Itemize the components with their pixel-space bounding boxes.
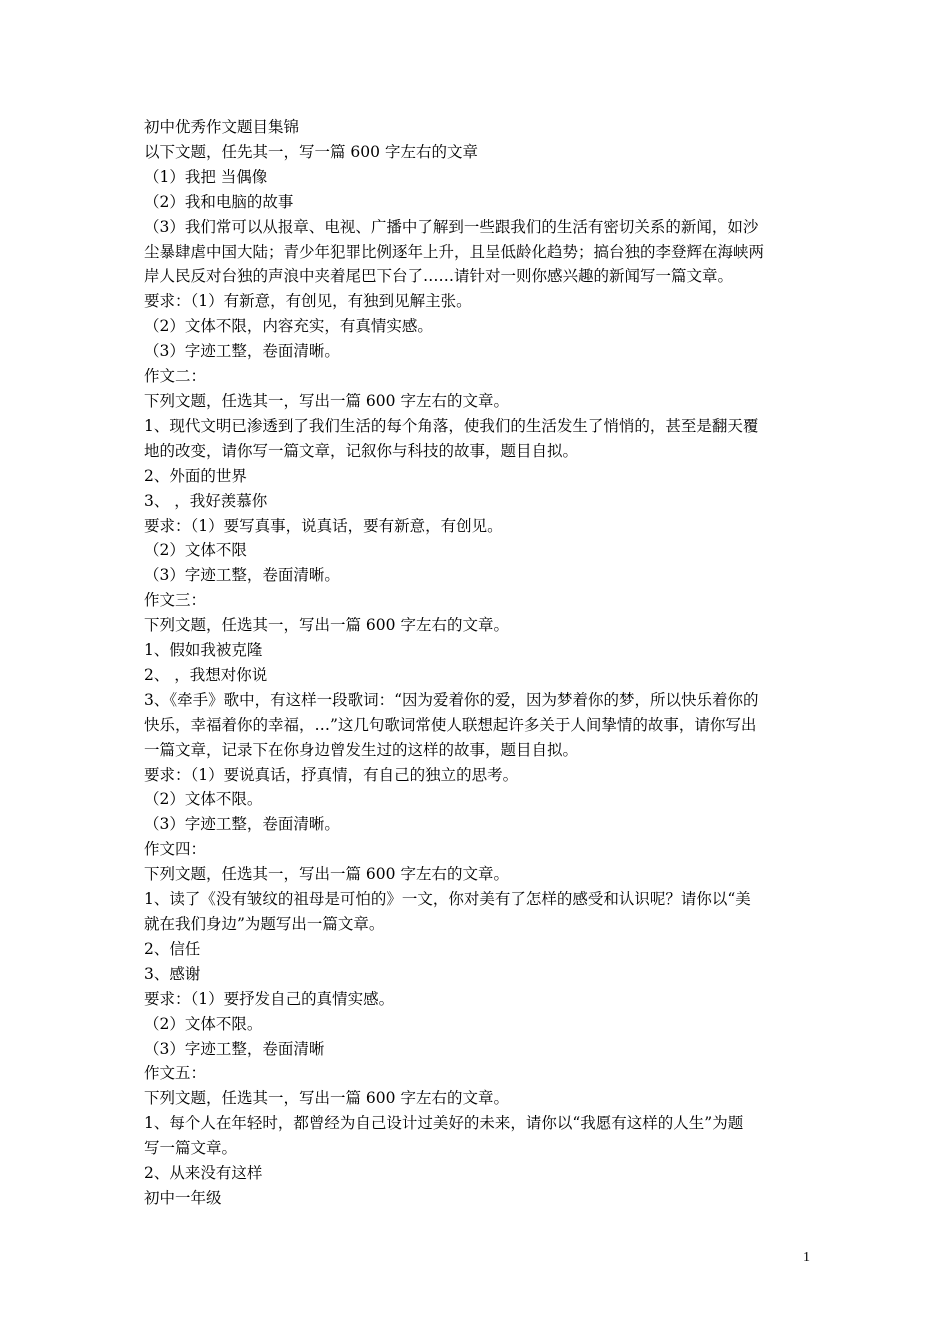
text-line: 1、读了《没有皱纹的祖母是可怕的》一文，你对美有了怎样的感受和认识呢？请你以“美 bbox=[144, 890, 751, 909]
text-line: （2）文体不限。 bbox=[144, 1014, 263, 1033]
text-line: 以下文题，任先其一，写一篇 600 字左右的文章 bbox=[144, 142, 478, 161]
text-line: 岸人民反对台独的声浪中夹着尾巴下台了……请针对一则你感兴趣的新闻写一篇文章。 bbox=[144, 267, 734, 286]
text-line: 要求：（1）要抒发自己的真情实感。 bbox=[144, 989, 395, 1008]
text-line: 尘暴肆虐中国大陆；青少年犯罪比例逐年上升，且呈低龄化趋势；搞台独的李登辉在海峡两 bbox=[144, 242, 765, 261]
text-line: 初中一年级 bbox=[144, 1188, 222, 1207]
text-line: 要求：（1）要写真事，说真话，要有新意，有创见。 bbox=[144, 516, 503, 535]
text-line: （2）文体不限，内容充实，有真情实感。 bbox=[144, 317, 433, 336]
text-line: 地的改变，请你写一篇文章，记叙你与科技的故事，题目自拟。 bbox=[144, 441, 579, 460]
text-line: （3）字迹工整，卷面清晰。 bbox=[144, 342, 340, 361]
document-title: 初中优秀作文题目集锦 bbox=[144, 118, 300, 136]
text-line: 写一篇文章。 bbox=[144, 1139, 238, 1158]
text-line: 作文二： bbox=[144, 367, 207, 386]
text-line: 下列文题，任选其一，写出一篇 600 字左右的文章。 bbox=[144, 391, 509, 410]
text-line: （3）字迹工整，卷面清晰 bbox=[144, 1039, 325, 1058]
text-line: （3）字迹工整，卷面清晰。 bbox=[144, 815, 340, 834]
page-number: 1 bbox=[803, 1250, 810, 1265]
text-line: （3）字迹工整，卷面清晰。 bbox=[144, 566, 340, 585]
text-line: 3、 ，我好羡慕你 bbox=[144, 491, 268, 510]
text-line: 要求：（1）有新意，有创见，有独到见解主张。 bbox=[144, 292, 472, 311]
text-line: （2）文体不限。 bbox=[144, 790, 263, 809]
text-line: 3、《牵手》歌中，有这样一段歌词：“因为爱着你的爱，因为梦着你的梦，所以快乐着你的 bbox=[144, 690, 759, 709]
text-line: （1）我把 当偶像 bbox=[144, 167, 268, 186]
text-line: 要求：（1）要说真话，抒真情，有自己的独立的思考。 bbox=[144, 765, 519, 784]
text-line: 1、每个人在年轻时，都曾经为自己设计过美好的未来，请你以“我愿有这样的人生”为题 bbox=[144, 1114, 744, 1133]
text-line: （2）我和电脑的故事 bbox=[144, 192, 294, 211]
text-line: 1、现代文明已渗透到了我们生活的每个角落，使我们的生活发生了悄悄的，甚至是翻天覆 bbox=[144, 416, 759, 435]
text-line: 作文三： bbox=[144, 591, 207, 610]
text-line: 3、感谢 bbox=[144, 964, 201, 983]
text-line: 2、外面的世界 bbox=[144, 466, 247, 485]
text-line: 下列文题，任选其一，写出一篇 600 字左右的文章。 bbox=[144, 1089, 509, 1108]
document-body bbox=[144, 115, 810, 1211]
text-line: 作文五： bbox=[144, 1064, 207, 1083]
text-line: （2）文体不限 bbox=[144, 541, 247, 560]
text-line: 2、 ，我想对你说 bbox=[144, 665, 268, 684]
text-line: 一篇文章，记录下在你身边曾发生过的这样的故事，题目自拟。 bbox=[144, 740, 579, 759]
text-line: 快乐，幸福着你的幸福，…”这几句歌词常使人联想起许多关于人间挚情的故事，请你写出 bbox=[144, 715, 757, 734]
text-line: 2、从来没有这样 bbox=[144, 1164, 263, 1183]
text-line: 2、信任 bbox=[144, 939, 201, 958]
text-line: 作文四： bbox=[144, 840, 207, 859]
text-line: 就在我们身边”为题写出一篇文章。 bbox=[144, 915, 385, 933]
text-line: （3）我们常可以从报章、电视、广播中了解到一些跟我们的生活有密切关系的新闻，如沙 bbox=[144, 217, 759, 236]
text-line: 下列文题，任选其一，写出一篇 600 字左右的文章。 bbox=[144, 865, 509, 884]
text-line: 1、假如我被克隆 bbox=[144, 641, 263, 660]
text-line: 下列文题，任选其一，写出一篇 600 字左右的文章。 bbox=[144, 616, 509, 635]
